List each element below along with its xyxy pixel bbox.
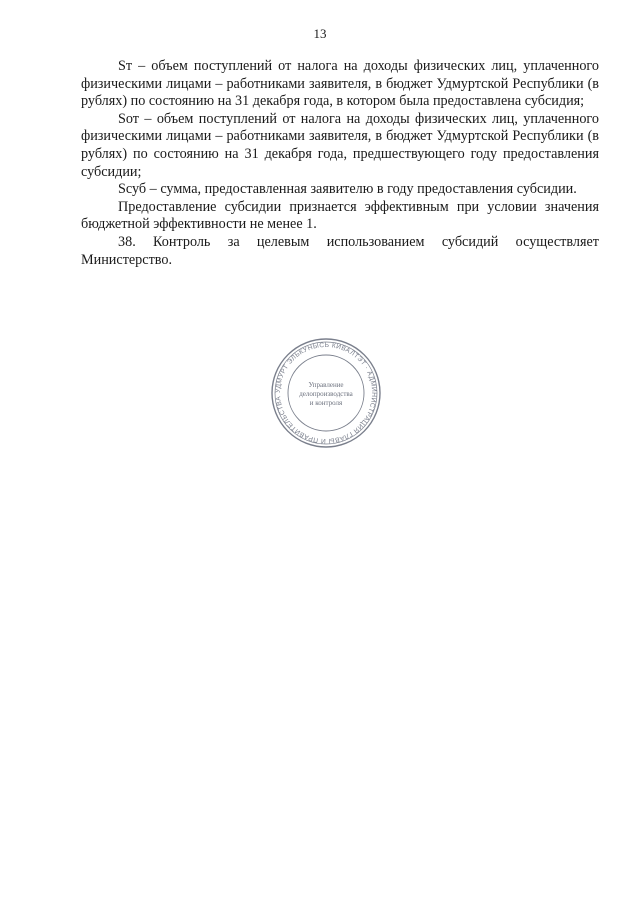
stamp-center-line-1: Управление — [308, 381, 344, 389]
stamp-center-line-2: делопроизводства — [299, 390, 353, 398]
paragraph-control-clause: 38. Контроль за целевым использованием субсидий осуществляет Министерство. — [81, 233, 599, 268]
official-stamp — [270, 337, 382, 449]
paragraph-ssub-definition: Sсуб – сумма, предоставленная заявителю в году предоставления субсидии. — [118, 181, 577, 198]
paragraph-efficiency-condition: Предоставление субсидии признается эффективным при условии значения бюджетной эффективности не менее 1. — [81, 198, 599, 233]
document-body — [81, 58, 599, 269]
page-number: 13 — [313, 26, 327, 41]
stamp-seal-icon — [270, 337, 382, 449]
stamp-ring-text: УДМУРТ ЭЛЬКУНЫСЬ КИВАЛТЭТ · АДМИНИСТРАЦИЯ ГЛАВЫ И ПРАВИТЕЛЬСТВА — [274, 341, 378, 445]
stamp-center-line-3: и контроля — [309, 399, 343, 407]
paragraph-sot-definition: Sот – объем поступлений от налога на доходы физических лиц, уплаченного физическими лицами – работниками заявителя, в бюджет Удмуртской Республики (в рублях) по состоянию на 31 декабря года, предшествующего году предоставления субсидии; — [81, 110, 599, 180]
paragraph-st-definition: Sт – объем поступлений от налога на доходы физических лиц, уплаченного физическими лицами – работниками заявителя, в бюджет Удмуртской Республики (в рублях) по состоянию на 31 декабря года, в котором была предоставлена субсидия; — [81, 58, 599, 110]
